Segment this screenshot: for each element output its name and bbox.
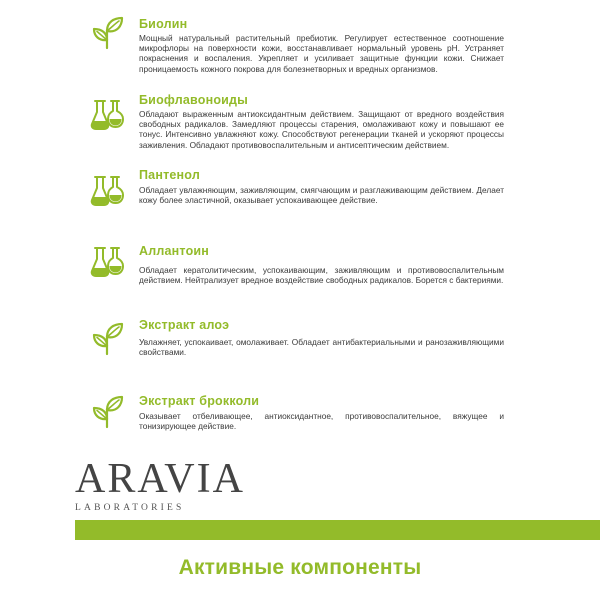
ingredient-title: Пантенол [139, 168, 200, 182]
leaf-sprout-icon [90, 16, 124, 50]
ingredient-description: Оказывает отбеливающее, антиоксидантное, противовоспалительное, вяжущее и тонизирующее действие. [139, 411, 504, 432]
accent-band [75, 520, 600, 540]
leaf-sprout-icon [90, 322, 124, 356]
ingredient-description: Мощный натуральный растительный пребиотик. Регулирует естественное соотношение микрофлоры на поверхности кожи, восстанавливает нормальный уровень pH. Устраняет покраснения и воспаления. Укрепляет и усиливает защитные функции кожи. Снижает проницаемость кожного покрова для болезнетворных и вредных организмов. [139, 33, 504, 74]
lab-flasks-icon [90, 244, 124, 278]
page-title: Активные компоненты [178, 556, 422, 579]
lab-flasks-icon [90, 97, 124, 131]
leaf-sprout-icon [90, 395, 124, 429]
ingredient-description: Обладает кератолитическим, успокаивающим, заживляющим и противовоспалительным действием. Нейтрализует вредное воздействие свободных радикалов. Борется с бактериями. [139, 265, 504, 286]
ingredient-title: Экстракт брокколи [139, 394, 260, 408]
brand-name: ARAVIA [75, 456, 245, 502]
ingredient-description: Увлажняет, успокаивает, омолаживает. Обладает антибактериальными и ранозаживляющими свойствами. [139, 337, 504, 358]
ingredient-title: Биолин [139, 17, 188, 31]
ingredient-description: Обладают выраженным антиоксидантным действием. Защищают от вредного воздействия свободных радикалов. Замедляют процессы старения, омолаживают кожу и повышают ее тонус. Интенсивно увлажняют кожу. Способствуют регенерации тканей и ускоряют процессы заживления. Обладают противовоспалительным и антисептическим действием. [139, 109, 504, 150]
ingredient-title: Биофлавоноиды [139, 93, 249, 107]
ingredient-description: Обладает увлажняющим, заживляющим, смягчающим и разглаживающим действием. Делает кожу более эластичной, оказывает успокаивающее действие. [139, 185, 504, 206]
lab-flasks-icon [90, 173, 124, 207]
ingredient-title: Экстракт алоэ [139, 318, 230, 332]
ingredient-title: Аллантоин [139, 244, 210, 258]
brand-logo [75, 456, 245, 513]
brand-subtitle: LABORATORIES [75, 503, 185, 513]
